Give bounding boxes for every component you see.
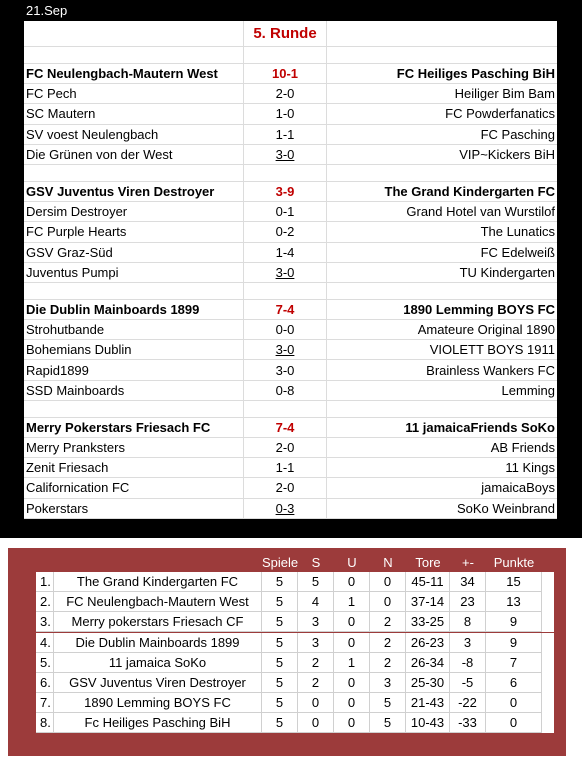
away-team: VIOLETT BOYS 1911: [429, 342, 555, 358]
cell-s: 2: [298, 673, 334, 693]
standings-row: [36, 572, 554, 592]
cell-team: GSV Juventus Viren Destroyer: [54, 673, 262, 693]
cell-n: 0: [370, 572, 406, 592]
game-row: [24, 104, 557, 124]
home-team: Merry Pranksters: [24, 438, 244, 457]
game-row: [24, 263, 557, 283]
match-header-row: [24, 418, 557, 438]
home-team: SSD Mainboards: [24, 381, 244, 400]
spacer-row: [24, 165, 557, 182]
away-team: FC Powderfanatics: [445, 106, 555, 122]
cell-tore: 21-43: [406, 693, 450, 713]
cell-n: 2: [370, 612, 406, 632]
game-row: [24, 243, 557, 263]
cell-s: 5: [298, 572, 334, 592]
cell-rank: 3.: [36, 612, 54, 632]
score: [244, 145, 327, 164]
game-row: [24, 478, 557, 498]
away-team: The Grand Kindergarten FC: [384, 184, 555, 200]
cell-diff: 34: [450, 572, 486, 592]
away-team: SoKo Weinbrand: [456, 500, 555, 516]
game-row: [24, 202, 557, 222]
cell-spiele: 5: [262, 572, 298, 592]
score: 2-0: [244, 438, 327, 457]
away-team: FC Edelweiß: [480, 244, 555, 260]
home-team: Merry Pokerstars Friesach FC: [24, 418, 244, 437]
cell-tore: 10-43: [406, 713, 450, 733]
cell-rank: 2.: [36, 592, 54, 612]
cell-s: 3: [298, 612, 334, 632]
cell-u: 0: [334, 612, 370, 632]
away-team: 11 jamaicaFriends SoKo: [405, 419, 555, 435]
cell-u: 1: [334, 592, 370, 612]
cell-tore: 45-11: [406, 572, 450, 592]
standings-row: [36, 673, 554, 693]
cell-s: 0: [298, 713, 334, 733]
standings-header: [36, 552, 554, 572]
standings-row: [36, 633, 554, 653]
cell-punkte: 6: [486, 673, 542, 693]
cell-n: 5: [370, 713, 406, 733]
score: [244, 499, 327, 518]
score: 1-0: [244, 104, 327, 123]
spacer-row: [24, 401, 557, 418]
game-row: [24, 320, 557, 340]
cell-diff: 3: [450, 633, 486, 653]
standings-row: [36, 653, 554, 673]
away-team: FC Heiliges Pasching BiH: [396, 66, 555, 82]
round-title: 5. Runde: [244, 21, 327, 46]
cell-tore: 33-25: [406, 612, 450, 632]
cell-rank: 8.: [36, 713, 54, 733]
match-header-row: [24, 300, 557, 320]
home-team: Bohemians Dublin: [24, 340, 244, 359]
header-u: U: [347, 554, 357, 570]
cell-u: 0: [334, 633, 370, 653]
home-team: FC Pech: [24, 84, 244, 103]
score: 7-4: [244, 418, 327, 437]
score: 7-4: [244, 300, 327, 319]
home-team: FC Neulengbach-Mautern West: [24, 64, 244, 83]
game-row: [24, 222, 557, 242]
standings-row: [36, 592, 554, 612]
away-team: Brainless Wankers FC: [426, 362, 555, 378]
cell-team: FC Neulengbach-Mautern West: [54, 592, 262, 612]
match-header-row: [24, 182, 557, 202]
home-team: Juventus Pumpi: [24, 263, 244, 282]
header-punkte: Punkte: [493, 554, 535, 570]
header-s: S: [311, 554, 321, 570]
score: 1-1: [244, 125, 327, 144]
cell-team: Fc Heiliges Pasching BiH: [54, 713, 262, 733]
results-sheet: [24, 21, 557, 519]
score-text: 3-0: [275, 146, 295, 162]
score: 0-8: [244, 381, 327, 400]
home-team: Die Grünen von der West: [24, 145, 244, 164]
cell-s: 0: [298, 693, 334, 713]
match-date: 21.Sep: [26, 3, 68, 18]
away-team: The Lunatics: [480, 224, 555, 240]
cell-diff: -8: [450, 653, 486, 673]
cell-team: 1890 Lemming BOYS FC: [54, 693, 262, 713]
home-team: Californication FC: [24, 478, 244, 497]
cell-punkte: 0: [486, 693, 542, 713]
cell-rank: 1.: [36, 572, 54, 592]
score: 0-1: [244, 202, 327, 221]
spacer-row: [24, 47, 557, 64]
home-team: GSV Juventus Viren Destroyer: [24, 182, 244, 201]
cell-u: 0: [334, 693, 370, 713]
cell-punkte: 9: [486, 633, 542, 653]
away-team: AB Friends: [490, 440, 555, 456]
cell-s: 4: [298, 592, 334, 612]
cell-spiele: 5: [262, 693, 298, 713]
cell-u: 0: [334, 713, 370, 733]
cell-rank: 5.: [36, 653, 54, 673]
score: 3-0: [244, 360, 327, 379]
cell-diff: -5: [450, 673, 486, 693]
cell-team: The Grand Kindergarten FC: [54, 572, 262, 592]
header-spiele: Spiele: [261, 554, 299, 570]
cell-u: 0: [334, 673, 370, 693]
away-team: jamaicaBoys: [481, 480, 555, 496]
cell-spiele: 5: [262, 713, 298, 733]
home-team: SV voest Neulengbach: [24, 125, 244, 144]
game-row: [24, 340, 557, 360]
cell-u: 0: [334, 572, 370, 592]
game-row: [24, 145, 557, 165]
cell-tore: 37-14: [406, 592, 450, 612]
home-team: Dersim Destroyer: [24, 202, 244, 221]
cell-spiele: 5: [262, 592, 298, 612]
cell-rank: 6.: [36, 673, 54, 693]
cell-tore: 25-30: [406, 673, 450, 693]
cell-diff: 8: [450, 612, 486, 632]
score: [244, 263, 327, 282]
home-team: Zenit Friesach: [24, 458, 244, 477]
away-team: FC Pasching: [480, 126, 555, 142]
cell-s: 3: [298, 633, 334, 653]
away-team: Heiliger Bim Bam: [454, 86, 555, 102]
score: 2-0: [244, 478, 327, 497]
match-header-row: [24, 64, 557, 84]
standings-row: [36, 713, 554, 733]
score: 3-9: [244, 182, 327, 201]
header-n: N: [383, 554, 393, 570]
score: 1-1: [244, 458, 327, 477]
score: [244, 340, 327, 359]
score: 2-0: [244, 84, 327, 103]
cell-rank: 4.: [36, 633, 54, 653]
game-row: [24, 499, 557, 519]
home-team: SC Mautern: [24, 104, 244, 123]
game-row: [24, 84, 557, 104]
cell-diff: -33: [450, 713, 486, 733]
cell-tore: 26-34: [406, 653, 450, 673]
home-team: FC Purple Hearts: [24, 222, 244, 241]
home-team: Die Dublin Mainboards 1899: [24, 300, 244, 319]
cell-n: 0: [370, 592, 406, 612]
score: 0-2: [244, 222, 327, 241]
away-team: Amateure Original 1890: [417, 322, 555, 338]
cell-team: 11 jamaica SoKo: [54, 653, 262, 673]
score: 1-4: [244, 243, 327, 262]
cell-tore: 26-23: [406, 633, 450, 653]
cell-spiele: 5: [262, 653, 298, 673]
score: 10-1: [244, 64, 327, 83]
cell-diff: -22: [450, 693, 486, 713]
cell-spiele: 5: [262, 673, 298, 693]
cell-rank: 7.: [36, 693, 54, 713]
game-row: [24, 381, 557, 401]
header-tore: Tore: [415, 554, 441, 570]
header-diff: +-: [462, 554, 474, 570]
cell-spiele: 5: [262, 612, 298, 632]
score-text: 0-3: [275, 500, 295, 516]
away-team: VIP~Kickers BiH: [459, 146, 555, 162]
away-team: Grand Hotel van Wurstilof: [406, 204, 555, 220]
home-team: GSV Graz-Süd: [24, 243, 244, 262]
game-row: [24, 458, 557, 478]
away-team: 11 Kings: [505, 460, 555, 476]
game-row: [24, 438, 557, 458]
game-row: [24, 125, 557, 145]
spacer-row: [24, 283, 557, 300]
cell-diff: 23: [450, 592, 486, 612]
matches-list: [24, 47, 557, 519]
cell-n: 2: [370, 633, 406, 653]
away-team: 1890 Lemming BOYS FC: [403, 301, 555, 317]
home-team: Pokerstars: [24, 499, 244, 518]
cell-team: Die Dublin Mainboards 1899: [54, 633, 262, 653]
game-row: [24, 360, 557, 380]
standings-row: [36, 612, 554, 632]
cell-n: 5: [370, 693, 406, 713]
cell-n: 2: [370, 653, 406, 673]
cell-punkte: 13: [486, 592, 542, 612]
score-text: 3-0: [275, 264, 295, 280]
cell-punkte: 7: [486, 653, 542, 673]
cell-n: 3: [370, 673, 406, 693]
cell-punkte: 9: [486, 612, 542, 632]
cell-punkte: 0: [486, 713, 542, 733]
home-team: Strohutbande: [24, 320, 244, 339]
away-team: Lemming: [501, 382, 555, 398]
cell-punkte: 15: [486, 572, 542, 592]
round-title-row: [24, 21, 557, 47]
score: 0-0: [244, 320, 327, 339]
standings-row: [36, 693, 554, 713]
away-team: TU Kindergarten: [459, 264, 555, 280]
standings-panel: [8, 548, 566, 756]
cell-spiele: 5: [262, 633, 298, 653]
score-text: 3-0: [275, 342, 295, 358]
cell-u: 1: [334, 653, 370, 673]
cell-team: Merry pokerstars Friesach CF: [54, 612, 262, 632]
home-team: Rapid1899: [24, 360, 244, 379]
cell-s: 2: [298, 653, 334, 673]
